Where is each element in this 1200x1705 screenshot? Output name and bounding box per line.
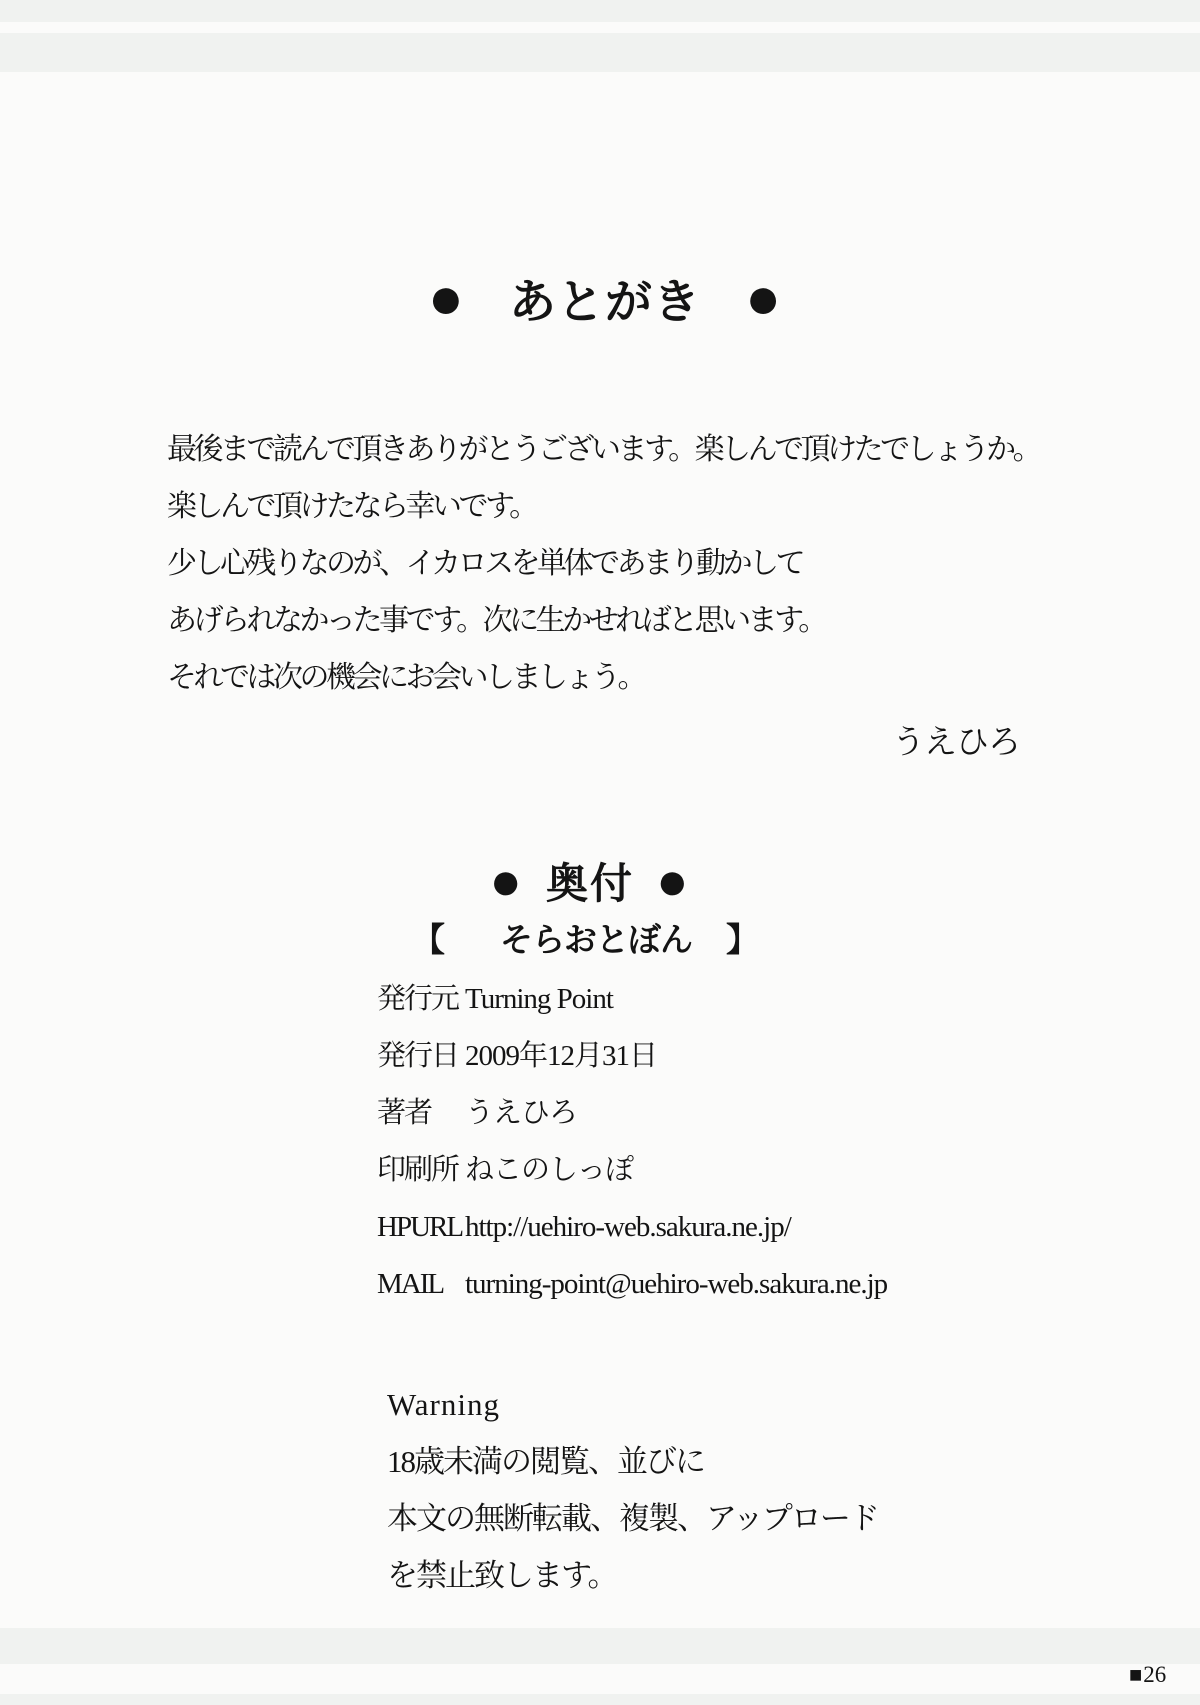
- colophon-entries: [377, 971, 1137, 1313]
- entry-value: 2009年12月31日: [465, 1040, 658, 1072]
- page-number-value: 26: [1143, 1662, 1167, 1687]
- bullet-dot-icon: ●: [745, 265, 783, 331]
- afterword-heading-title: あとがき: [509, 276, 701, 329]
- page-number: [1129, 1662, 1166, 1688]
- colophon-entry-publisher: [377, 971, 1137, 1028]
- warning-line: 本文の無断転載、複製、アップロード: [387, 1501, 878, 1536]
- colophon-entry-publish-date: [377, 1028, 1137, 1085]
- warning-title: Warning: [387, 1387, 500, 1422]
- colophon-entry-mail: [377, 1256, 1137, 1313]
- open-bracket: 【: [412, 923, 444, 959]
- afterword-body-text: [167, 421, 1147, 706]
- entry-value: うえひろ: [465, 1097, 578, 1129]
- warning-line: を禁止致します。: [387, 1558, 617, 1593]
- entry-value-url: http://uehiro-web.sakura.ne.jp/: [465, 1211, 791, 1243]
- warning-line: 18歳未満の閲覧、並びに: [387, 1444, 704, 1479]
- bullet-dot-icon: ●: [656, 851, 691, 911]
- afterword-line: 楽しんで頂けたなら幸いです。: [167, 490, 536, 523]
- afterword-heading: [5, 258, 1200, 338]
- square-marker-icon: ■: [1129, 1662, 1143, 1687]
- colophon-entry-author: [377, 1085, 1137, 1142]
- paper-texture-band-bottom: [0, 1628, 1200, 1664]
- warning-section: [387, 1376, 1087, 1604]
- colophon-heading: [0, 850, 1180, 912]
- colophon-entry-printer: [377, 1142, 1137, 1199]
- close-bracket: 】: [726, 923, 758, 959]
- bullet-dot-icon: ●: [427, 265, 465, 331]
- entry-label: 著者: [377, 1097, 432, 1129]
- bullet-dot-icon: ●: [489, 851, 524, 911]
- entry-label: 印刷所: [377, 1154, 459, 1186]
- entry-value: ねこのしっぽ: [465, 1154, 634, 1186]
- entry-label: 発行日: [377, 1040, 459, 1072]
- paper-texture-band-top-2: [0, 33, 1200, 72]
- entry-value: Turning Point: [465, 983, 613, 1015]
- paper-texture-band-top: [0, 0, 1200, 22]
- afterword-line: あげられなかった事です。次に生かせればと思います。: [167, 604, 825, 637]
- afterword-line: それでは次の機会にお会いしましょう。: [167, 661, 644, 694]
- entry-label: 発行元: [377, 983, 459, 1015]
- paper-texture-band-bottom-2: [0, 1694, 1200, 1705]
- afterword-line: 最後まで読んで頂きありがとうございます。楽しんで頂けたでしょうか。: [167, 433, 1040, 466]
- book-title: [0, 914, 1170, 961]
- colophon-entry-homepage-url: [377, 1199, 1137, 1256]
- book-title-text: そらおとぼん: [500, 923, 692, 959]
- author-signature: うえひろ: [892, 725, 1020, 761]
- entry-label: HPURL: [377, 1211, 463, 1243]
- afterword-line: 少し心残りなのが、イカロスを単体であまり動かして: [167, 547, 803, 580]
- entry-value-email: turning-point@uehiro-web.sakura.ne.jp: [465, 1268, 888, 1300]
- colophon-heading-title: 奥付: [545, 862, 634, 908]
- entry-label: MAIL: [377, 1268, 444, 1300]
